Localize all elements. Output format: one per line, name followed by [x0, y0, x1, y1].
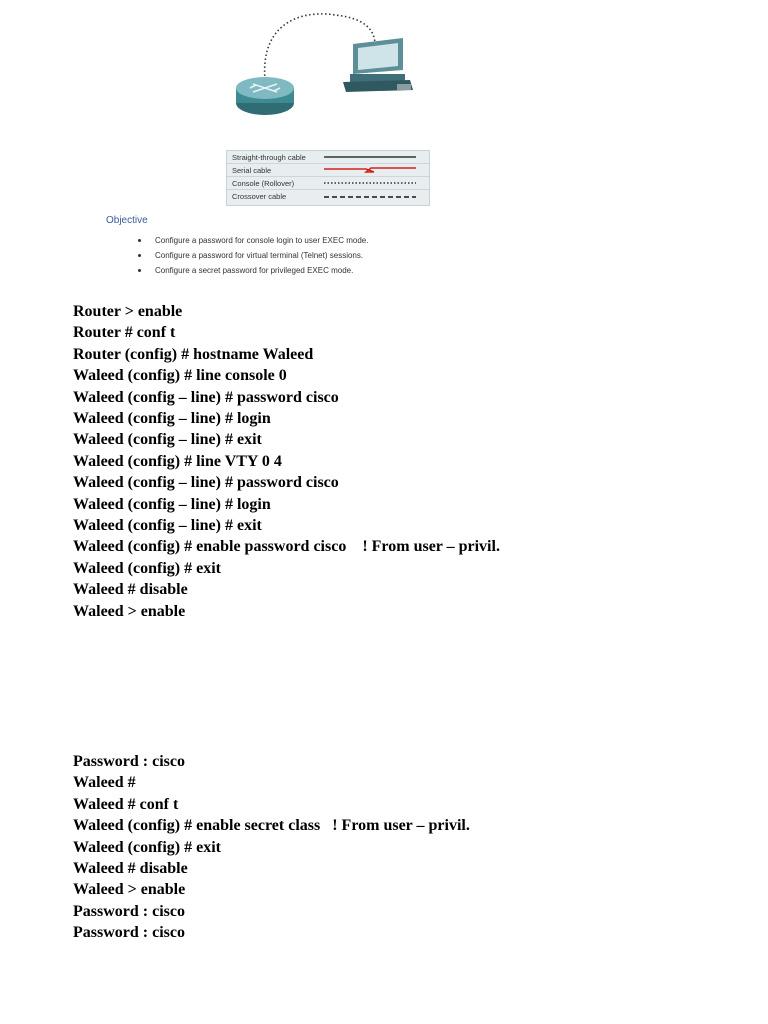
- console-cable-icon: [324, 179, 420, 187]
- objective-title: Objective: [106, 215, 148, 226]
- command-line: Waleed # disable: [73, 860, 188, 878]
- command-block-1: [73, 301, 500, 622]
- command-line: Password : cisco: [73, 753, 185, 770]
- command-line: Waleed (config) # exit: [73, 559, 221, 577]
- legend-row-serial: [227, 164, 429, 177]
- command-line: Waleed (config – line) # exit: [73, 431, 262, 449]
- command-line: Waleed #: [73, 774, 136, 792]
- command-line: Router # conf t: [73, 324, 176, 342]
- objective-item: Configure a secret password for privileged EXEC mode.: [138, 266, 368, 281]
- legend-label: Serial cable: [232, 165, 272, 175]
- command-line: Waleed > enable: [73, 881, 186, 899]
- router-icon: [236, 77, 294, 115]
- objective-item: Configure a password for virtual terminal (Telnet) sessions.: [138, 251, 368, 266]
- command-line: Waleed (config – line) # exit: [73, 517, 262, 535]
- command-line: Password : cisco: [73, 924, 185, 942]
- command-line: Router > enable: [73, 303, 183, 320]
- command-line: Router (config) # hostname Waleed: [73, 345, 314, 363]
- command-line: Waleed > enable: [73, 602, 186, 620]
- command-line: Waleed (config – line) # password cisco: [73, 388, 339, 406]
- legend-label: Straight-through cable: [232, 152, 306, 162]
- command-line: Waleed # disable: [73, 581, 188, 599]
- legend-row-straight: [227, 151, 429, 164]
- serial-cable-icon: [324, 166, 420, 174]
- command-line: Waleed (config) # enable secret class ! From user – privil.: [73, 817, 470, 835]
- legend-row-crossover: [227, 190, 429, 203]
- cable-legend: [226, 150, 430, 206]
- objective-item: Configure a password for console login to user EXEC mode.: [138, 236, 368, 251]
- command-line: Password : cisco: [73, 902, 185, 920]
- pc-icon: [343, 38, 413, 92]
- command-line: Waleed (config) # exit: [73, 838, 221, 856]
- legend-label: Console (Rollover): [232, 178, 295, 188]
- command-line: Waleed (config – line) # login: [73, 410, 271, 428]
- command-line: Waleed (config) # enable password cisco ! From user – privil.: [73, 538, 500, 556]
- command-line: Waleed # conf t: [73, 795, 179, 813]
- command-block-2: [73, 751, 470, 944]
- objective-list: [138, 236, 368, 281]
- command-line: Waleed (config) # line VTY 0 4: [73, 452, 282, 470]
- network-diagram: [225, 0, 425, 125]
- command-line: Waleed (config) # line console 0: [73, 367, 287, 385]
- command-line: Waleed (config – line) # password cisco: [73, 474, 339, 492]
- legend-label: Crossover cable: [232, 192, 287, 201]
- crossover-cable-icon: [324, 193, 420, 201]
- straight-cable-icon: [324, 153, 420, 161]
- command-line: Waleed (config – line) # login: [73, 495, 271, 513]
- legend-row-console: [227, 177, 429, 190]
